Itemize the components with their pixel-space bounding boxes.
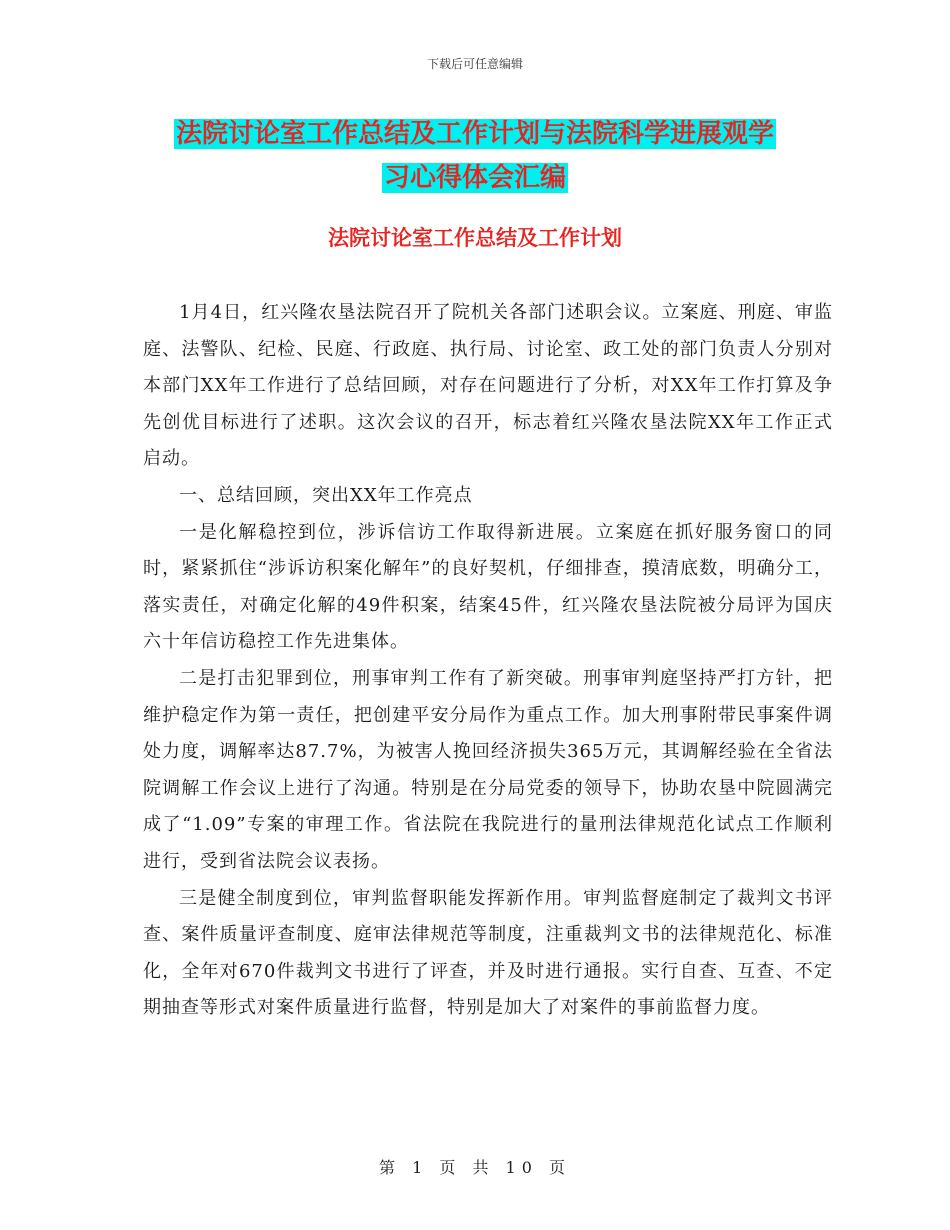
header-note: 下载后可任意编辑	[426, 57, 523, 71]
title-line-2: 习心得体会汇编	[383, 163, 566, 193]
section-title: 法院讨论室工作总结及工作计划	[328, 225, 622, 250]
paragraph: 二是打击犯罪到位，刑事审判工作有了新突破。刑事审判庭坚持严打方针，把维护稳定作为第一责任，把创建平安分局作为重点工作。加大刑事附带民事案件调处力度，调解率达87.7%，为被害人挽回经济损失365万元，其调解经验在全省法院调解工作会议上进行了沟通。特别是在分局党委的领导下，协助农垦中院圆满完成了“1.09”专案的审理工作。省法院在我院进行的量刑法律规范化试点工作顺利进行，受到省法院会议表扬。	[143, 667, 833, 872]
page-number: 第 1 页 共 10 页	[379, 1158, 571, 1177]
paragraph: 一、总结回顾，突出XX年工作亮点	[179, 484, 473, 506]
paragraph: 1月4日，红兴隆农垦法院召开了院机关各部门述职会议。立案庭、刑庭、审监庭、法警队、纪检、民庭、行政庭、执行局、讨论室、政工处的部门负责人分别对本部门XX年工作进行了总结回顾，对存在问题进行了分析，对XX年工作打算及争先创优目标进行了述职。这次会议的召开，标志着红兴隆农垦法院XX年工作正式启动。	[143, 302, 833, 470]
title-line-1: 法院讨论室工作总结及工作计划与法院科学进展观学	[175, 119, 774, 149]
paragraph: 一是化解稳控到位，涉诉信访工作取得新进展。立案庭在抓好服务窗口的同时，紧紧抓住“涉诉访积案化解年”的良好契机，仔细排查，摸清底数，明确分工，落实责任，对确定化解的49件积案，结案45件，红兴隆农垦法院被分局评为国庆六十年信访稳控工作先进集体。	[143, 521, 833, 653]
paragraph: 三是健全制度到位，审判监督职能发挥新作用。审判监督庭制定了裁判文书评查、案件质量评查制度、庭审法律规范等制度，注重裁判文书的法律规范化、标准化，全年对670件裁判文书进行了评查，并及时进行通报。实行自查、互查、不定期抽查等形式对案件质量进行监督，特别是加大了对案件的事前监督力度。	[143, 887, 833, 1019]
document-body	[143, 295, 833, 1027]
document-title	[0, 112, 950, 200]
